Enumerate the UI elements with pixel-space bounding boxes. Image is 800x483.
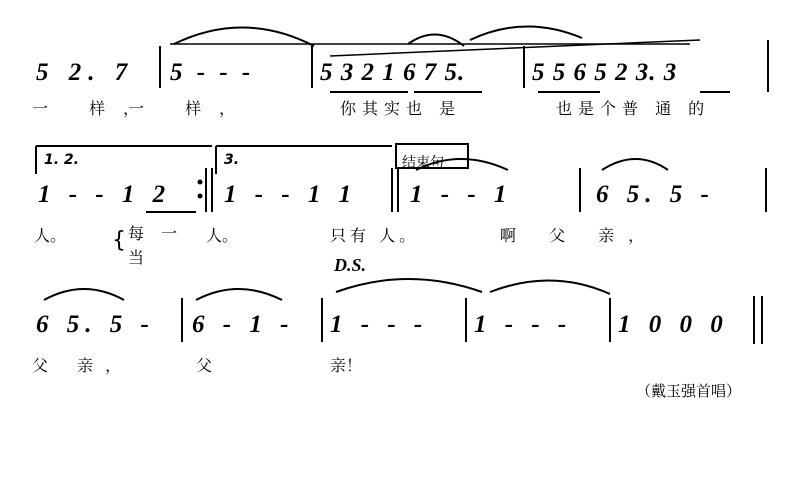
ds-mark: D.S. — [334, 255, 367, 275]
note-group: 6 - 1 - — [192, 311, 295, 338]
note-group: 6 5. 5 - — [596, 181, 715, 208]
note-group: 5 2. 7 — [36, 59, 135, 86]
lyric-text: 父 亲， — [32, 356, 134, 375]
lyric-text: 人。 — [34, 226, 67, 245]
note-group: 1 - - - — [474, 311, 573, 338]
coda-box-label: 结束句 — [402, 155, 444, 171]
lyric-bracket: { — [112, 228, 126, 253]
lyric-text: 父 — [196, 356, 213, 375]
lyric-text: 啊 父 亲， — [500, 226, 659, 245]
lyric-text-alt-1: 每 一 — [128, 224, 184, 243]
lyric-text: 你其实也 是 — [340, 99, 462, 118]
lyric-text: 也是个普 通 的 — [556, 99, 711, 118]
note-group: 6 5. 5 - — [36, 311, 155, 338]
note-group: 1 0 0 0 — [618, 311, 729, 338]
note-group: 5 3 2 1 6 7 5. — [320, 59, 466, 86]
note-group: 1 - - - — [330, 311, 429, 338]
lyric-text: 一 样， — [128, 99, 254, 118]
note-group: 1 - - 1 — [410, 181, 513, 208]
lyric-text-alt-2: 当 — [128, 248, 145, 267]
lyric-text: 一 样， — [32, 99, 158, 118]
note-group: 1 - - 1 1 — [224, 181, 358, 208]
ending-label-3: 3. — [224, 152, 240, 168]
note-group: 1 - - 1 2 — [38, 181, 172, 208]
ending-label-1-2: 1. 2. — [44, 152, 79, 168]
lyric-text: 亲！ — [330, 356, 363, 375]
lyric-text: 人。 — [206, 226, 239, 245]
note-group: 5 5 6 5 2 3. 3 — [532, 59, 678, 86]
note-group: 5 - - - — [170, 59, 255, 86]
lyric-text: 只有 人。 — [330, 226, 420, 245]
credit-text: （戴玉强首唱） — [636, 382, 742, 400]
